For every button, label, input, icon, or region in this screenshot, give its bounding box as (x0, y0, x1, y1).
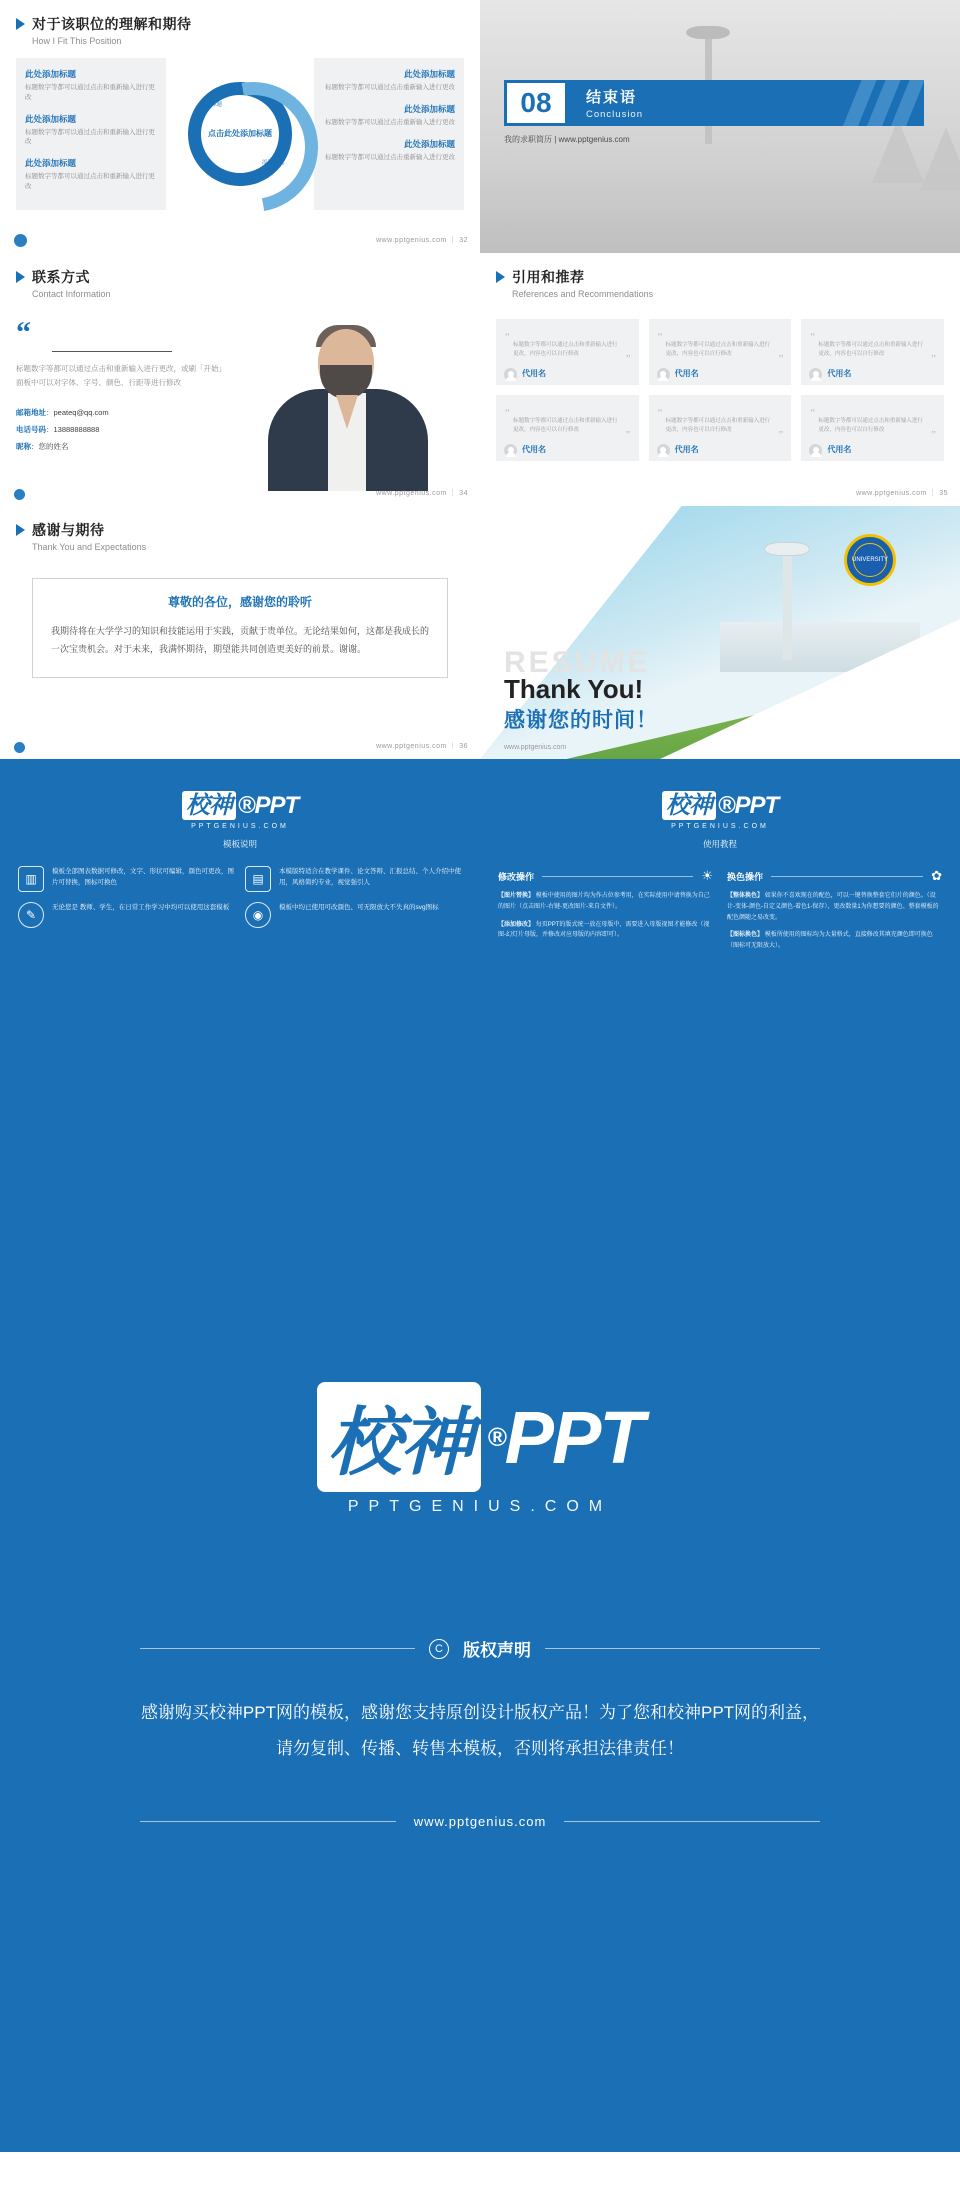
avatar (504, 368, 517, 381)
contact-phone: 电话号码：13888888888 (16, 424, 100, 434)
reference-body: 标题数字等都可以通过点击和重新输入进行更改，内容也可以自行修改 (665, 342, 771, 357)
tutorial-left-header (498, 868, 713, 884)
triangle-bullet-icon (16, 271, 25, 283)
item-heading: 此处添加标题 (404, 138, 456, 149)
page-dot-marker (14, 489, 25, 500)
slide34-title-en: Contact Information (32, 289, 111, 299)
contact-details (16, 407, 230, 452)
divider (52, 351, 172, 352)
quote-close-icon: ” (625, 429, 631, 442)
tutorial-right-column (727, 868, 942, 952)
layers-icon: ▥ (18, 866, 44, 892)
section-title-cn: 结束语 (586, 89, 638, 106)
cycle-diagram (176, 58, 304, 210)
slide32-content (16, 58, 464, 210)
reference-card (801, 319, 944, 385)
brand-logo-text (662, 785, 778, 820)
reference-card (649, 395, 792, 461)
tutorial-block-title: 【图标换色】 (727, 932, 764, 939)
item-heading: 此处添加标题 (25, 69, 77, 79)
item-body: 标题数字等都可以通过点击重新输入进行更改 (325, 153, 456, 161)
tutorial-block-text: 每页PPT的版式统一放在母版中，需要进入母版视图才能修改（视图-幻灯片母版，并修改对应母版的内容即可）。 (498, 921, 710, 939)
tutorial-right-header (727, 868, 942, 884)
brand-reg-icon: ® (237, 792, 255, 819)
tutorial-block (498, 891, 713, 913)
item-body: 标题数字等都可以通过点击重新输入进行更改 (325, 118, 456, 126)
tutorial-block-text: 模板中使用的图片均为作占位参考用，在实际使用中请替换为自己的图片（点击图片-右键-更改图片-来自文件）。 (498, 893, 710, 910)
brand-name-cn: 校神 (662, 791, 716, 820)
slide32-left-box (16, 58, 166, 210)
resume-watermark: RESUME (504, 646, 651, 679)
avatar (809, 444, 822, 457)
item-heading: 此处添加标题 (404, 103, 456, 114)
water-tower-icon (764, 542, 810, 660)
contact-phone-value: 13888888888 (53, 424, 100, 434)
brand-name-cn: 校神 (317, 1382, 481, 1492)
slide36-title-cn: 感谢与期待 (32, 522, 105, 538)
cycle-label-bottom: 添加标题 (262, 160, 285, 166)
quote-close-icon: ” (931, 353, 936, 366)
slide32-footer: www.pptgenius.com ｜ 32 (376, 237, 468, 244)
brand-name-cn: 校神 (182, 791, 236, 820)
slide32-title-cn: 对于该职位的理解和期待 (32, 16, 192, 32)
feature-item (245, 902, 462, 928)
copyright-icon: C (429, 1639, 449, 1659)
feature-text: 本模版特适合在教学课件、论文答辩、汇报总结、个人介绍中使用，风格简约专业，视觉强引人 (279, 868, 461, 887)
triangle-bullet-icon (16, 18, 25, 30)
quote-open-icon: “ (657, 407, 663, 419)
reference-name: 代用名 (827, 445, 852, 454)
item-body: 标题数字等都可以通过点击重新输入进行更改 (325, 84, 456, 91)
divider (140, 1821, 396, 1822)
feature-text: 模板中均已使用可改颜色、可无限放大不失真的svg图标 (279, 904, 439, 911)
slide36-title-en: Thank You and Expectations (32, 542, 147, 552)
list-item (25, 68, 157, 103)
brand-reg-icon: ® (717, 792, 735, 819)
slide36-footer: www.pptgenius.com ｜ 36 (376, 743, 468, 750)
reference-card (496, 395, 639, 461)
slide32-title-en: How I Fit This Position (32, 36, 122, 46)
crest-inner-text: UNIVERSITY (853, 543, 887, 577)
contact-phone-label: 电话号码 (16, 424, 46, 434)
slide35-title-cn: 引用和推荐 (512, 269, 585, 285)
brand-reg-icon: ® (487, 1421, 505, 1452)
website-url[interactable]: www.pptgenius.com (413, 1814, 547, 1830)
tutorial-block-title: 【添加修改】 (498, 921, 535, 928)
tutorial-left-title: 修改操作 (498, 871, 535, 882)
page-dot-marker (14, 234, 27, 247)
slide-references (480, 253, 960, 506)
slide-copyright (0, 1012, 960, 2152)
tutorial-block (498, 920, 713, 942)
tutorial-grid (498, 868, 942, 952)
lightbulb-icon: ☀ (701, 868, 713, 883)
tutorial-block-text: 模板所使用的图标均为大量格式，直接修改其填充颜色即可换色（图标可无限放大）。 (727, 932, 933, 950)
item-body: 标题数字等都可以通过点击和重新输入进行更改 (25, 84, 155, 101)
quote-open-icon: “ (810, 407, 816, 419)
brand-name-en: PPT (254, 792, 299, 819)
slide34-title (16, 267, 464, 287)
brand-name-en: PPT (504, 1395, 643, 1479)
brand-logo (498, 785, 942, 830)
tutorial-right-title: 换色操作 (727, 871, 764, 882)
university-crest-icon (844, 534, 896, 586)
copyright-label: 版权声明 (463, 1641, 531, 1660)
contact-quote-column (16, 316, 230, 491)
brand-logo-text (182, 785, 298, 820)
thank-you-english: Thank You! (504, 674, 644, 704)
quote-open-icon: “ (505, 407, 510, 419)
quote-open-icon: “ (657, 331, 663, 343)
divider (771, 876, 923, 877)
brand-subtitle: PPTGENIUS.COM (347, 1498, 613, 1515)
list-item (323, 138, 455, 163)
cycle-label-top: 添加标题 (199, 102, 222, 108)
item-body: 标题数字等都可以通过点击和重新输入进行更改 (25, 173, 155, 190)
slide34-title-cn: 联系方式 (32, 269, 90, 285)
feature-item (18, 866, 235, 892)
panel-caption: 使用教程 (702, 839, 737, 849)
reference-cards-grid (496, 319, 944, 461)
reference-name: 代用名 (674, 369, 699, 378)
thank-you-chinese: 感谢您的时间！ (504, 709, 658, 732)
item-body: 标题数字等都可以通过点击和重新输入进行更改 (25, 128, 155, 146)
feature-text: 模板全部图表数据可修改，文字、形状可编辑，颜色可更改，图片可替换，图标可换色 (52, 868, 234, 887)
slide-thank-you (480, 506, 960, 759)
triangle-bullet-icon (16, 524, 25, 536)
quote-close-icon: ” (778, 429, 784, 442)
deck-row-3 (0, 506, 960, 759)
slide-position-understanding (0, 0, 480, 253)
quote-close-icon: ” (625, 353, 631, 366)
deck-row-2 (0, 253, 960, 506)
slide35-footer: www.pptgenius.com ｜ 35 (856, 490, 948, 497)
slide-thanks-expectations (0, 506, 480, 759)
slide32-title (16, 14, 464, 34)
item-heading: 此处添加标题 (25, 113, 77, 124)
slide35-title (496, 267, 944, 287)
slide32-right-box (314, 58, 464, 210)
divider (564, 1821, 820, 1822)
section-title-en: Conclusion (586, 109, 643, 120)
brand-logo-large (317, 1382, 642, 1492)
cycle-center-label: 点击此处添加标题 (208, 129, 272, 138)
divider (542, 876, 693, 877)
reference-body: 标题数字等都可以通过点击和重新输入进行更改，内容也可以自行修改 (818, 418, 923, 433)
person-photo (240, 321, 456, 491)
tutorial-left-column (498, 868, 713, 952)
page-dot-marker (14, 742, 25, 753)
contact-email-label: 邮箱地址 (16, 407, 46, 417)
reference-name: 代用名 (827, 369, 852, 378)
feature-text: 无论您是 教师、学生，在日常工作学习中均可以使用这套模板 (52, 904, 230, 911)
brand-subtitle: PPTGENIUS.COM (671, 823, 769, 830)
feature-item (245, 866, 462, 892)
slide37-footer: www.pptgenius.com (504, 744, 567, 751)
brand-subtitle: PPTGENIUS.COM (191, 823, 289, 830)
feature-item (18, 902, 235, 928)
contact-nickname-label: 昵称 (16, 441, 31, 451)
tutorial-block (727, 930, 942, 952)
divider (140, 1648, 415, 1649)
list-item (323, 68, 455, 93)
avatar (657, 368, 670, 381)
item-heading: 此处添加标题 (25, 158, 77, 168)
slide34-footer: www.pptgenius.com ｜ 34 (376, 490, 468, 497)
tutorial-block (727, 891, 942, 923)
brand-name-en: PPT (734, 792, 779, 819)
slide-contact-information (0, 253, 480, 506)
tree-icon (920, 127, 960, 191)
slide-usage-tutorial (480, 759, 960, 1012)
slide-template-description (0, 759, 480, 1012)
palette-icon: ✿ (931, 868, 942, 883)
avatar (504, 444, 517, 457)
triangle-bullet-icon (496, 271, 505, 283)
reference-name: 代用名 (522, 369, 546, 378)
section-number: 08 (504, 80, 568, 126)
feature-grid (18, 866, 462, 928)
copyright-header (140, 1636, 820, 1661)
quote-close-icon: ” (778, 353, 784, 366)
thanks-textbox (32, 578, 448, 678)
list-item (323, 103, 455, 128)
cycle-ring-icon (188, 82, 292, 186)
section-caption: 我的求职简历 | www.pptgenius.com (504, 135, 630, 144)
panel-caption: 模板说明 (222, 839, 257, 849)
quote-mark-icon: “ (16, 316, 31, 349)
section-labels (586, 86, 643, 120)
contact-content (16, 316, 464, 491)
section-banner (504, 80, 924, 126)
reference-card (649, 319, 792, 385)
reference-body: 标题数字等都可以通过点击和重新输入进行更改，内容也可以自行修改 (513, 418, 618, 433)
copyright-url-row (140, 1814, 820, 1829)
contact-email-value: peateq@qq.com (53, 407, 109, 417)
quote-close-icon: ” (931, 429, 936, 442)
contact-nickname: 昵称：您的姓名 (16, 441, 69, 451)
campus-photo-background (480, 0, 960, 253)
divider (545, 1648, 820, 1649)
deck-row-1 (0, 0, 960, 253)
reference-card (496, 319, 639, 385)
tree-icon (872, 119, 924, 183)
pencil-icon: ✎ (18, 902, 44, 928)
reference-card (801, 395, 944, 461)
tutorial-block-title: 【整体换色】 (727, 893, 764, 899)
tutorial-block-text: 如果你不喜欢现在的配色，可以一键替换整套它们片的颜色。（设计-变体-颜色-自定义颜色-着色1-保存），更改数量1为你想要的颜色、整套模板的配色颜随之易改变。 (727, 893, 939, 921)
quote-open-icon: “ (810, 331, 816, 343)
thanks-body: 我期待将在大学学习的知识和技能运用于实践，贡献于贵单位。无论结果如何，这都是我成长的一次宝贵机会。对于未来，我满怀期待，期望能共同创造更美好的前景。谢谢。 (51, 626, 430, 655)
quote-open-icon: “ (505, 331, 510, 343)
contact-email: 邮箱地址：peateq@qq.com (16, 407, 109, 417)
briefcase-icon: ▤ (245, 866, 271, 892)
contact-nickname-value: 您的姓名 (38, 441, 69, 451)
list-item (25, 113, 157, 148)
slide36-title (16, 520, 464, 540)
slide35-title-en: References and Recommendations (512, 289, 654, 299)
reference-name: 代用名 (674, 445, 699, 454)
copyright-text: 感谢购买校神PPT网的模板，感谢您支持原创设计版权产品！为了您和校神PPT网的利益，请勿复制、传播、转售本模板，否则将承担法律责任！ (140, 1703, 820, 1758)
deck-row-4 (0, 759, 960, 1012)
reference-body: 标题数字等都可以通过点击和重新输入进行更改，内容也可以自行修改 (818, 342, 923, 357)
avatar (809, 368, 822, 381)
list-item (25, 157, 157, 192)
slide-section-divider-08 (480, 0, 960, 253)
dribbble-icon: ◉ (245, 902, 271, 928)
reference-name: 代用名 (522, 445, 546, 454)
banner-stripes-decoration (804, 80, 924, 126)
brand-logo (18, 785, 462, 830)
contact-quote-text: 标题数字等都可以通过点击和重新输入进行更改，或刷「开始」面板中可以对字体、字号、颜色、行距等进行修改 (16, 364, 226, 388)
reference-body: 标题数字等都可以通过点击和重新输入进行更改，内容也可以自行修改 (513, 342, 618, 357)
reference-body: 标题数字等都可以通过点击和重新输入进行更改，内容也可以自行修改 (665, 418, 771, 433)
item-heading: 此处添加标题 (404, 69, 456, 79)
tutorial-block-title: 【图片替换】 (498, 893, 535, 899)
avatar (657, 444, 670, 457)
thanks-heading: 尊敬的各位，感谢您的聆听 (167, 595, 312, 609)
